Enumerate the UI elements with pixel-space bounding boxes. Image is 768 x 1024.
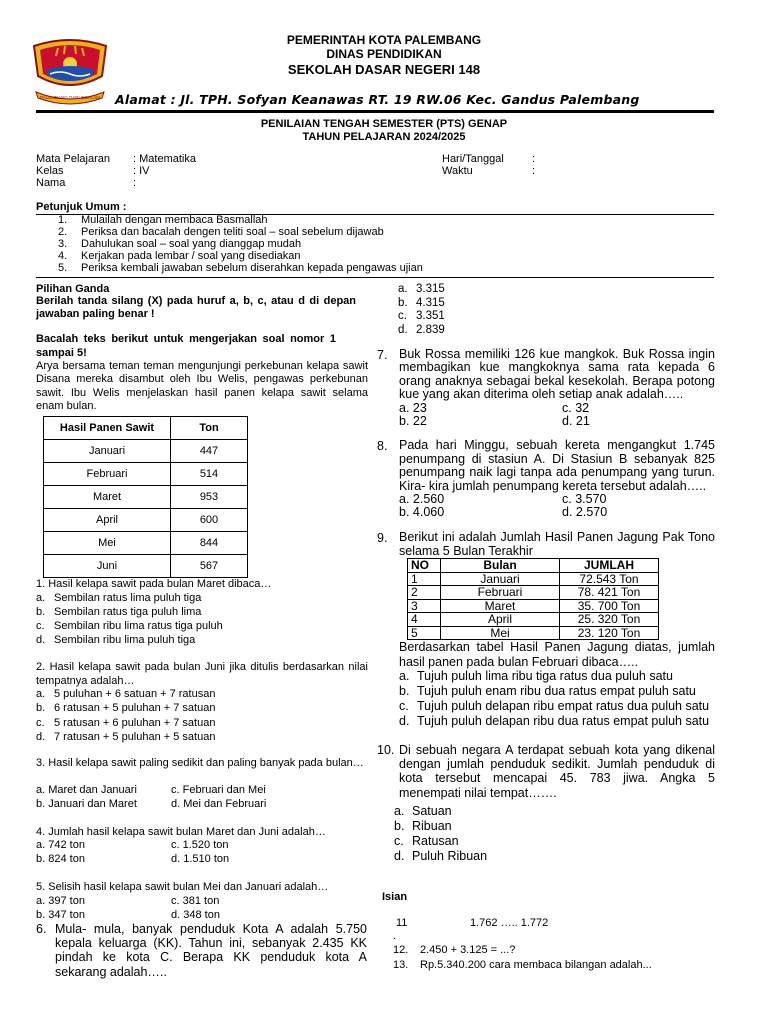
instruction-number: 2.	[58, 226, 68, 238]
harvest-ton: 447	[171, 440, 248, 463]
exam-year: TAHUN PELAJARAN 2024/2025	[302, 131, 466, 143]
jagung-row	[408, 626, 659, 640]
q6-option[interactable]: 3.351	[416, 310, 445, 322]
q2-option-letter[interactable]: b.	[36, 702, 46, 715]
q4-option-b[interactable]: b. 824 ton	[36, 853, 85, 865]
harvest-header-month: Hasil Panen Sawit	[44, 417, 171, 440]
q13-text: Rp.5.340.200 cara membaca bilangan adalah...	[420, 959, 652, 971]
jagung-amount: 25. 320 Ton	[560, 613, 659, 627]
section-heading: Pilihan Ganda	[36, 283, 110, 295]
instruction-number: 3.	[58, 238, 68, 250]
harvest-row	[44, 532, 248, 555]
reading-heading: Bacalah teks berikut untuk mengerjakan soal nomor 1 sampai 5!	[36, 333, 336, 359]
jagung-amount: 78. 421 Ton	[560, 586, 659, 600]
q1-option[interactable]: Sembilan ribu lima ratus tiga puluh	[54, 620, 223, 632]
subject-label: Mata Pelajaran	[36, 153, 110, 165]
harvest-row	[44, 555, 248, 578]
q2-option-letter[interactable]: d.	[36, 730, 46, 743]
jagung-header-month: Bulan	[441, 559, 560, 573]
office-name: DINAS PENDIDIKAN	[326, 47, 442, 61]
harvest-table	[43, 416, 248, 578]
q5-option-c[interactable]: c. 381 ton	[171, 895, 220, 907]
q2-option-letter[interactable]: a.	[36, 688, 46, 700]
q6-option[interactable]: 3.315	[416, 283, 445, 295]
jagung-table	[407, 558, 659, 640]
q8-option-a[interactable]: a. 2.560	[399, 492, 445, 506]
jagung-row	[408, 599, 659, 613]
exam-title: PENILAIAN TENGAH SEMESTER (PTS) GENAP	[260, 118, 508, 130]
q10-option[interactable]: Ratusan	[412, 834, 459, 848]
q5-option-d[interactable]: d. 348 ton	[171, 909, 220, 921]
time-label: Waktu	[442, 165, 473, 177]
q6-option-letter[interactable]: d.	[398, 323, 408, 336]
q1-text: 1. Hasil kelapa sawit pada bulan Maret dibaca…	[36, 578, 272, 590]
q8-option-d[interactable]: d. 2.570	[562, 505, 608, 519]
q10-text: Di sebuah negara A terdapat sebuah kota yang dikenal dengan jumlah penduduk sedikit. Jumlah penduduk di kota tersebut mencapai 45. 783 jiwa. Angka 5 menempati nilai tempat…….	[399, 743, 715, 800]
q9-option[interactable]: Tujuh puluh lima ribu tiga ratus dua puluh satu	[417, 669, 673, 683]
q6-number: 6.	[36, 922, 47, 936]
jagung-month: Januari	[441, 572, 560, 586]
harvest-row	[44, 440, 248, 463]
instructions-heading: Petunjuk Umum :	[36, 201, 127, 213]
q8-number: 8.	[377, 439, 388, 453]
jagung-row	[408, 572, 659, 586]
q11-text: 1.762 ….. 1.772	[470, 917, 549, 929]
q3-option-a[interactable]: a. Maret dan Januari	[36, 784, 137, 796]
q10-option[interactable]: Ribuan	[412, 819, 452, 833]
jagung-row	[408, 586, 659, 600]
jagung-month: Mei	[441, 626, 560, 640]
q4-option-c[interactable]: c. 1.520 ton	[171, 839, 229, 851]
q2-text: 2. Hasil kelapa sawit pada bulan Juni jika ditulis berdasarkan nilai tempatnya adalah…	[36, 661, 368, 687]
q7-option-b[interactable]: b. 22	[399, 414, 427, 428]
q1-option[interactable]: Sembilan ratus tiga puluh lima	[54, 606, 202, 618]
harvest-month: April	[44, 509, 171, 532]
harvest-row	[44, 463, 248, 486]
school-address: Alamat : Jl. TPH. Sofyan Keanawas RT. 19 RW.06 Kec. Gandus Palembang	[115, 92, 640, 107]
q9-option[interactable]: Tujuh puluh delapan ribu empat ratus dua puluh satu	[417, 699, 710, 713]
jagung-amount: 23. 120 Ton	[560, 626, 659, 640]
q5-option-a[interactable]: a. 397 ton	[36, 895, 85, 907]
harvest-header-ton: Ton	[171, 417, 248, 440]
q6-option[interactable]: 2.839	[416, 323, 445, 336]
q9-followup: Berdasarkan tabel Hasil Panen Jagung diatas, jumlah hasil panen pada bulan Februari dibaca…..	[399, 640, 715, 669]
jagung-no: 1	[408, 572, 441, 586]
logo-ribbon-text: PALEMBANG DARUSSALAM	[40, 95, 100, 100]
harvest-row	[44, 486, 248, 509]
q3-text: 3. Hasil kelapa sawit paling sedikit dan paling banyak pada bulan…	[36, 757, 364, 769]
govt-name: PEMERINTAH KOTA PALEMBANG	[286, 33, 482, 47]
q9-option-letter[interactable]: a.	[399, 669, 410, 683]
q9-option-letter[interactable]: d.	[399, 714, 410, 728]
q9-number: 9.	[377, 531, 388, 545]
q10-option-letter[interactable]: c.	[394, 834, 404, 848]
q7-text: Buk Rossa memiliki 126 kue mangkok. Buk Rossa ingin membagikan kue mangkoknya sama rata kepada 6 orang anaknya sebagai bekal kesekolah. Berapa potong kue yang akan diterima oleh setiap anak adalah…..	[399, 347, 715, 401]
jagung-no: 5	[408, 626, 441, 640]
q10-option-letter[interactable]: d.	[394, 849, 405, 863]
jagung-header-no: NO	[408, 559, 441, 573]
class-label: Kelas	[36, 165, 64, 177]
q1-option-letter[interactable]: c.	[36, 620, 45, 632]
date-value[interactable]: :	[532, 153, 536, 165]
q7-number: 7.	[377, 348, 388, 362]
instruction-number: 5.	[58, 262, 68, 274]
q7-option-c[interactable]: c. 32	[562, 401, 590, 415]
q4-text: 4. Jumlah hasil kelapa sawit bulan Maret dan Juni adalah…	[36, 826, 326, 838]
harvest-month: Februari	[44, 463, 171, 486]
harvest-ton: 953	[171, 486, 248, 509]
q8-text: Pada hari Minggu, sebuah kereta mengangkut 1.745 penumpang di stasiun A. Di Stasiun B sebanyak 825 penumpang naik lagi tanpa ada penumpang yang turun. Kira- kira jumlah penumpang kereta tersebut adalah…..	[399, 438, 715, 494]
school-name: SEKOLAH DASAR NEGERI 148	[287, 62, 481, 77]
q6-option-letter[interactable]: b.	[398, 296, 408, 309]
harvest-month: Januari	[44, 440, 171, 463]
q11-number: 11	[396, 917, 408, 929]
jagung-no: 4	[408, 613, 441, 627]
q9-option-letter[interactable]: b.	[399, 684, 410, 698]
q10-option-letter[interactable]: a.	[394, 804, 405, 818]
harvest-month: Maret	[44, 486, 171, 509]
q3-option-c[interactable]: c. Februari dan Mei	[171, 784, 266, 796]
jagung-no: 2	[408, 586, 441, 600]
q9-text: Berikut ini adalah Jumlah Hasil Panen Jagung Pak Tono selama 5 Bulan Terakhir	[399, 530, 715, 558]
q9-option[interactable]: Tujuh puluh delapan ribu dua ratus empat puluh satu	[417, 714, 710, 728]
jagung-no: 3	[408, 599, 441, 613]
header-divider	[36, 110, 714, 113]
time-value[interactable]: :	[532, 165, 536, 177]
jagung-month: April	[441, 613, 560, 627]
jagung-header-amount: JUMLAH	[560, 559, 659, 573]
harvest-row	[44, 509, 248, 532]
q10-option[interactable]: Puluh Ribuan	[412, 849, 488, 863]
instruction-text: Mulailah dengan membaca Basmallah	[81, 214, 268, 226]
harvest-ton: 514	[171, 463, 248, 486]
jagung-month: Maret	[441, 599, 560, 613]
instruction-text: Dahulukan soal – soal yang dianggap mudah	[81, 238, 302, 250]
q12-number: 12.	[393, 944, 409, 956]
instruction-text: Kerjakan pada lembar / soal yang disediakan	[81, 250, 301, 262]
jagung-amount: 72.543 Ton	[560, 572, 659, 586]
harvest-ton: 600	[171, 509, 248, 532]
class-value: : IV	[133, 165, 150, 177]
name-label: Nama	[36, 177, 66, 189]
harvest-month: Juni	[44, 555, 171, 578]
reading-text: Arya bersama teman teman mengunjungi perkebunan kelapa sawit Disana mereka disambut oleh Ibu Welis, pengawas perkebunan sawit. Ibu Welis menjelaskan hasil panen kelapa sawit selama enam bulan.	[36, 360, 368, 412]
q6-option[interactable]: 4.315	[416, 296, 445, 309]
q12-text: 2.450 + 3.125 = ...?	[420, 944, 516, 956]
q8-option-c[interactable]: c. 3.570	[562, 492, 607, 506]
q7-option-d[interactable]: d. 21	[562, 414, 590, 428]
instruction-text: Periksa kembali jawaban sebelum diserahkan kepada pengawas ujian	[81, 262, 423, 274]
harvest-month: Mei	[44, 532, 171, 555]
q1-option-letter[interactable]: d.	[36, 634, 46, 646]
jagung-month: Februari	[441, 586, 560, 600]
name-value[interactable]: :	[133, 177, 137, 189]
q7-option-a[interactable]: a. 23	[399, 401, 427, 415]
date-label: Hari/Tanggal	[442, 153, 504, 165]
q2-option[interactable]: 7 ratusan + 5 puluhan + 5 satuan	[54, 730, 216, 743]
instruction-number: 4.	[58, 250, 68, 262]
q1-option-letter[interactable]: b.	[36, 606, 46, 618]
q1-option[interactable]: Sembilan ratus lima puluh tiga	[54, 592, 202, 604]
section-instruction: Berilah tanda silang (X) pada huruf a, b, c, atau d di depan jawaban paling benar !	[36, 295, 356, 320]
instructions-bottom-rule	[36, 277, 714, 278]
harvest-ton: 844	[171, 532, 248, 555]
jagung-row	[408, 613, 659, 627]
q2-option-letter[interactable]: c.	[36, 716, 45, 729]
q6-option-letter[interactable]: a.	[398, 283, 408, 295]
isian-heading: Isian	[382, 891, 408, 903]
instruction-number: 1.	[58, 214, 68, 226]
q2-option[interactable]: 6 ratusan + 5 puluhan + 7 satuan	[54, 702, 216, 715]
q11-dot: .	[393, 930, 397, 942]
instruction-text: Periksa dan bacalah dengen teliti soal – soal sebelum dijawab	[81, 226, 384, 238]
q2-option[interactable]: 5 puluhan + 6 satuan + 7 ratusan	[54, 688, 216, 700]
q9-option-letter[interactable]: c.	[399, 699, 409, 713]
q4-option-d[interactable]: d. 1.510 ton	[171, 853, 230, 865]
jagung-amount: 35. 700 Ton	[560, 599, 659, 613]
q1-option-letter[interactable]: a.	[36, 592, 46, 604]
harvest-ton: 567	[171, 555, 248, 578]
q4-option-a[interactable]: a. 742 ton	[36, 839, 85, 851]
q1-option[interactable]: Sembilan ribu lima puluh tiga	[54, 634, 196, 646]
q5-text: 5. Selisih hasil kelapa sawit bulan Mei dan Januari adalah…	[36, 881, 329, 893]
q6-option-letter[interactable]: c.	[398, 310, 407, 322]
subject-value: : Matematika	[133, 153, 196, 165]
q3-option-d[interactable]: d. Mei dan Februari	[171, 798, 267, 810]
q13-number: 13.	[393, 959, 409, 971]
q10-option[interactable]: Satuan	[412, 804, 452, 818]
q2-option[interactable]: 5 ratusan + 6 puluhan + 7 satuan	[54, 716, 216, 729]
q9-option[interactable]: Tujuh puluh enam ribu dua ratus empat puluh satu	[417, 684, 696, 698]
q10-number: 10.	[377, 743, 395, 757]
q10-option-letter[interactable]: b.	[394, 819, 405, 833]
q5-option-b[interactable]: b. 347 ton	[36, 909, 85, 921]
q6-text: Mula- mula, banyak penduduk Kota A adalah 5.750 kepala keluarga (KK). Tahun ini, sebanyak 2.435 KK pindah ke kota C. Berapa KK penduduk kota A sekarang adalah…..	[55, 922, 367, 979]
q3-option-b[interactable]: b. Januari dan Maret	[36, 798, 137, 810]
q8-option-b[interactable]: b. 4.060	[399, 505, 445, 519]
